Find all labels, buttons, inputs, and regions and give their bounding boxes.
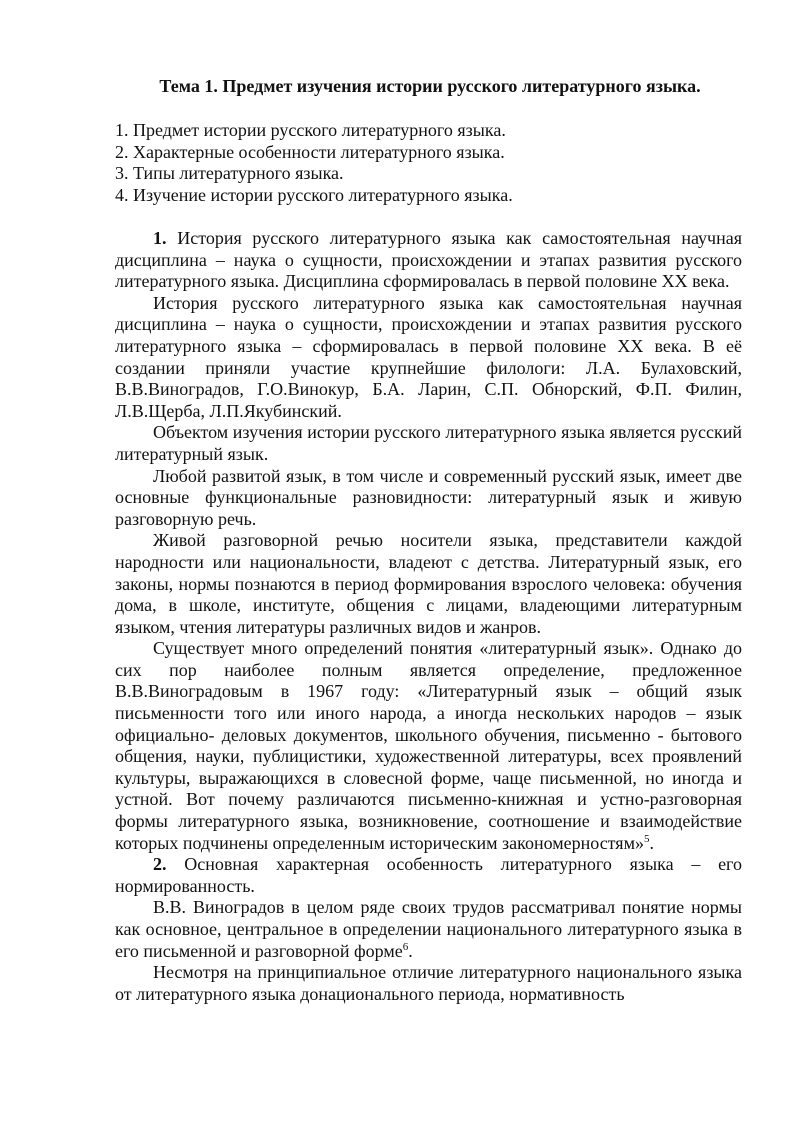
body-text — [115, 228, 742, 1005]
outline-item: 2. Характерные особенности литературного языка. — [115, 141, 505, 162]
page-title: Тема 1. Предмет изучения истории русского литературного языка. — [159, 76, 701, 96]
section-number: 2. — [153, 854, 167, 875]
paragraph: Объектом изучения истории русского литературного языка является русский литературный язык. — [115, 422, 742, 464]
paragraph: Существует много определений понятия «литературный язык». Однако до сих пор наиболее полным является определение, предложенное В.В.Виноградовым в 1967 году: «Литературный язык – общий язык письменности того или иного народа, а иногда нескольких народов – язык официально- деловых документов, школьного обучения, письменно - бытового общения, науки, публицистики, художественной литературы, всех проявлений культуры, выражающихся в словесной форме, чаще письменной, но иногда и устной. Вот почему различаются письменно-книжная и устно-разговорная формы литературного языка, возникновение, соотношение и взаимодействие которых подчинены определенным историческим закономерностям»$^5$. — [115, 638, 742, 853]
paragraph: В.В. Виноградов в целом ряде своих трудов рассматривал понятие нормы как основное, центральное в определении национального литературного языка в его письменной и разговорной форме$^6$. — [115, 897, 742, 961]
topic-outline — [115, 120, 513, 206]
paragraph: Живой разговорной речью носители языка, представители каждой народности или национальности, владеют с детства. Литературный язык, его законы, нормы познаются в период формирования взрослого человека: обучения дома, в школе, институте, общения с лицами, владеющими литературным языком, чтения литературы различных видов и жанров. — [115, 530, 742, 637]
paragraph: Несмотря на принципиальное отличие литературного национального языка от литературного языка донационального периода, нормативность — [115, 962, 742, 1004]
footnote-ref: 5 — [643, 832, 650, 845]
paragraph: Любой развитой язык, в том числе и современный русский язык, имеет две основные функциональные разновидности: литературный язык и живую разговорную речь. — [115, 465, 742, 529]
paragraph: 2. Основная характерная особенность литературного языка – его нормированность. — [115, 854, 742, 896]
outline-item: 4. Изучение истории русского литературного языка. — [115, 184, 513, 205]
outline-item: 3. Типы литературного языка. — [115, 163, 344, 184]
paragraph: 1. История русского литературного языка как самостоятельная научная дисциплина – наука о сущности, происхождении и этапах развития русского литературного языка. Дисциплина сформировалась в первой половине XX века. — [115, 228, 742, 292]
outline-item: 1. Предмет истории русского литературного языка. — [115, 120, 506, 140]
section-number: 1. — [153, 228, 167, 248]
footnote-ref: 6 — [402, 940, 409, 953]
paragraph: История русского литературного языка как самостоятельная научная дисциплина – наука о сущности, происхождении и этапах развития русского литературного языка – сформировалась в первой половине XX века. В её создании приняли участие крупнейшие филологи: Л.А. Булаховский, В.В.Виноградов, Г.О.Винокур, Б.А. Ларин, С.П. Обнорский, Ф.П. Филин, Л.В.Щерба, Л.П.Якубинский. — [115, 292, 742, 421]
